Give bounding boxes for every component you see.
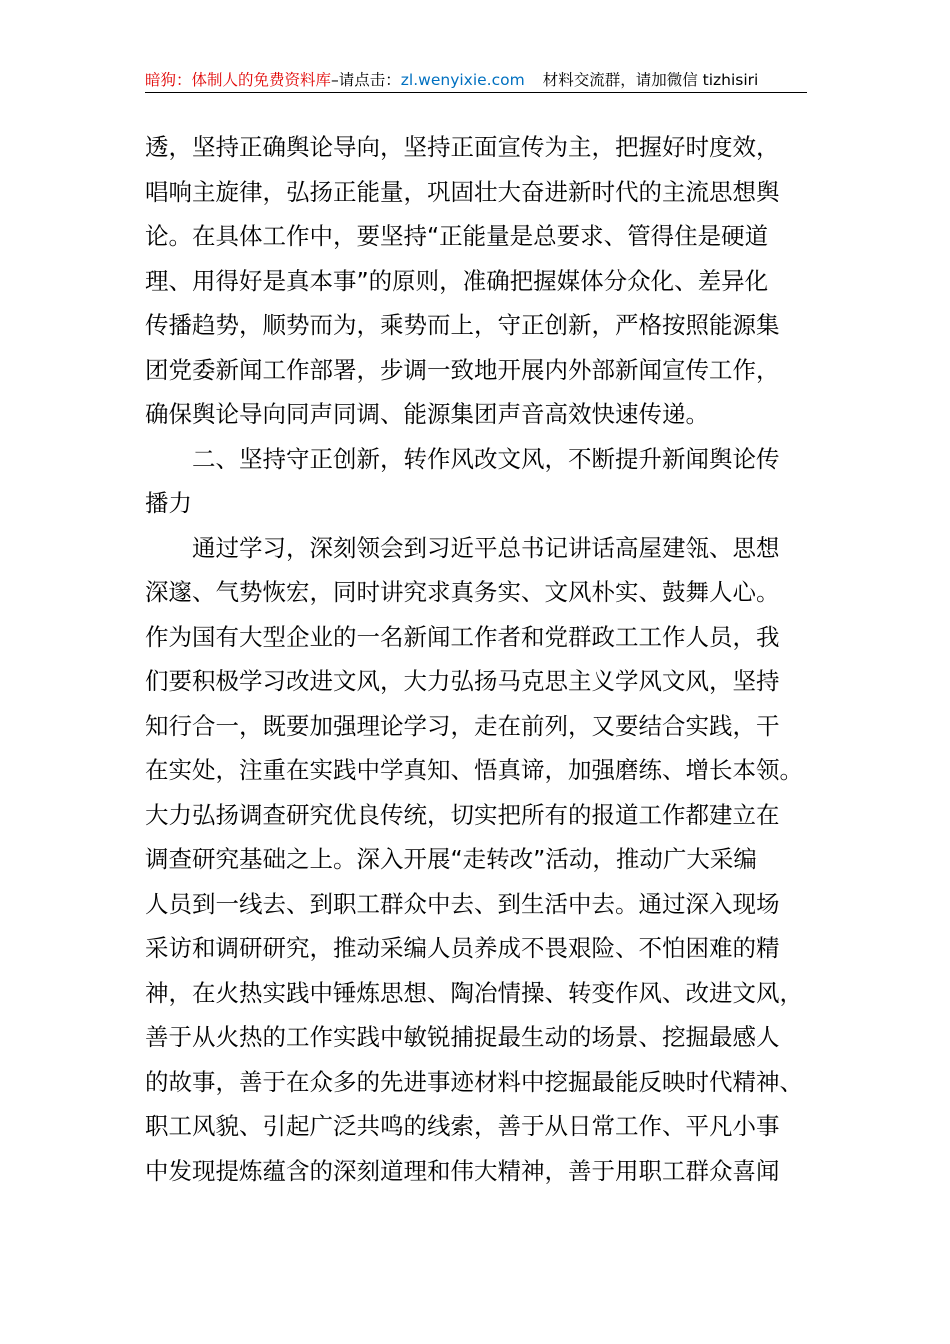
text-line: 的故事，善于在众多的先进事迹材料中挖掘最能反映时代精神、 — [145, 1067, 803, 1096]
text-line: 神，在火热实践中锤炼思想、陶冶情操、转变作风、改进文风， — [145, 978, 803, 1007]
text-line: 大力弘扬调查研究优良传统，切实把所有的报道工作都建立在 — [145, 800, 780, 829]
text-line: 传播趋势，顺势而为，乘势而上，守正创新，严格按照能源集 — [145, 311, 780, 339]
page-header — [145, 68, 807, 93]
text-line: 论。在具体工作中，要坚持“正能量是总要求、管得住是硬道 — [145, 222, 769, 250]
header-url-link[interactable]: zl.wenyixie.com — [400, 71, 525, 89]
header-click-label: –请点击： — [331, 71, 401, 89]
text-line: 团党委新闻工作部署，步调一致地开展内外部新闻宣传工作， — [145, 355, 780, 384]
text-line: 们要积极学习改进文风，大力弘扬马克思主义学风文风，坚持 — [145, 667, 780, 695]
text-line: 职工风貌、引起广泛共鸣的线索，善于从日常工作、平凡小事 — [145, 1112, 780, 1140]
document-body — [145, 125, 807, 1193]
header-site-name: 暗狗：体制人的免费资料库 — [145, 71, 332, 89]
text-line: 采访和调研研究，推动采编人员养成不畏艰险、不怕困难的精 — [145, 934, 780, 962]
text-line: 深邃、气势恢宏，同时讲究求真务实、文风朴实、鼓舞人心。 — [145, 578, 780, 606]
text-line: 善于从火热的工作实践中敏锐捕捉最生动的场景、挖掘最感人 — [145, 1023, 780, 1051]
header-wechat-note: 材料交流群，请加微信 tizhisiri — [542, 71, 759, 89]
text-line: 透，坚持正确舆论导向，坚持正面宣传为主，把握好时度效， — [145, 133, 780, 161]
text-line: 知行合一，既要加强理论学习，走在前列，又要结合实践，干 — [145, 711, 780, 740]
text-line: 播力 — [145, 489, 192, 517]
text-line: 中发现提炼蕴含的深刻道理和伟大精神，善于用职工群众喜闻 — [145, 1156, 780, 1185]
text-line: 调查研究基础之上。深入开展“走转改”活动，推动广大采编 — [145, 845, 757, 873]
text-line: 二、坚持守正创新，转作风改文风，不断提升新闻舆论传 — [192, 444, 780, 473]
text-line: 作为国有大型企业的一名新闻工作者和党群政工工作人员，我 — [145, 622, 780, 651]
text-line: 确保舆论导向同声同调、能源集团声音高效快速传递。 — [145, 400, 709, 428]
text-line: 在实处，注重在实践中学真知、悟真谛，加强磨练、增长本领。 — [145, 756, 803, 784]
text-line: 人员到一线去、到职工群众中去、到生活中去。通过深入现场 — [145, 889, 780, 918]
text-line: 通过学习，深刻领会到习近平总书记讲话高屋建瓴、思想 — [192, 533, 780, 562]
text-line: 唱响主旋律，弘扬正能量，巩固壮大奋进新时代的主流思想舆 — [145, 177, 780, 206]
text-line: 理、用得好是真本事”的原则，准确把握媒体分众化、差异化 — [145, 266, 769, 295]
